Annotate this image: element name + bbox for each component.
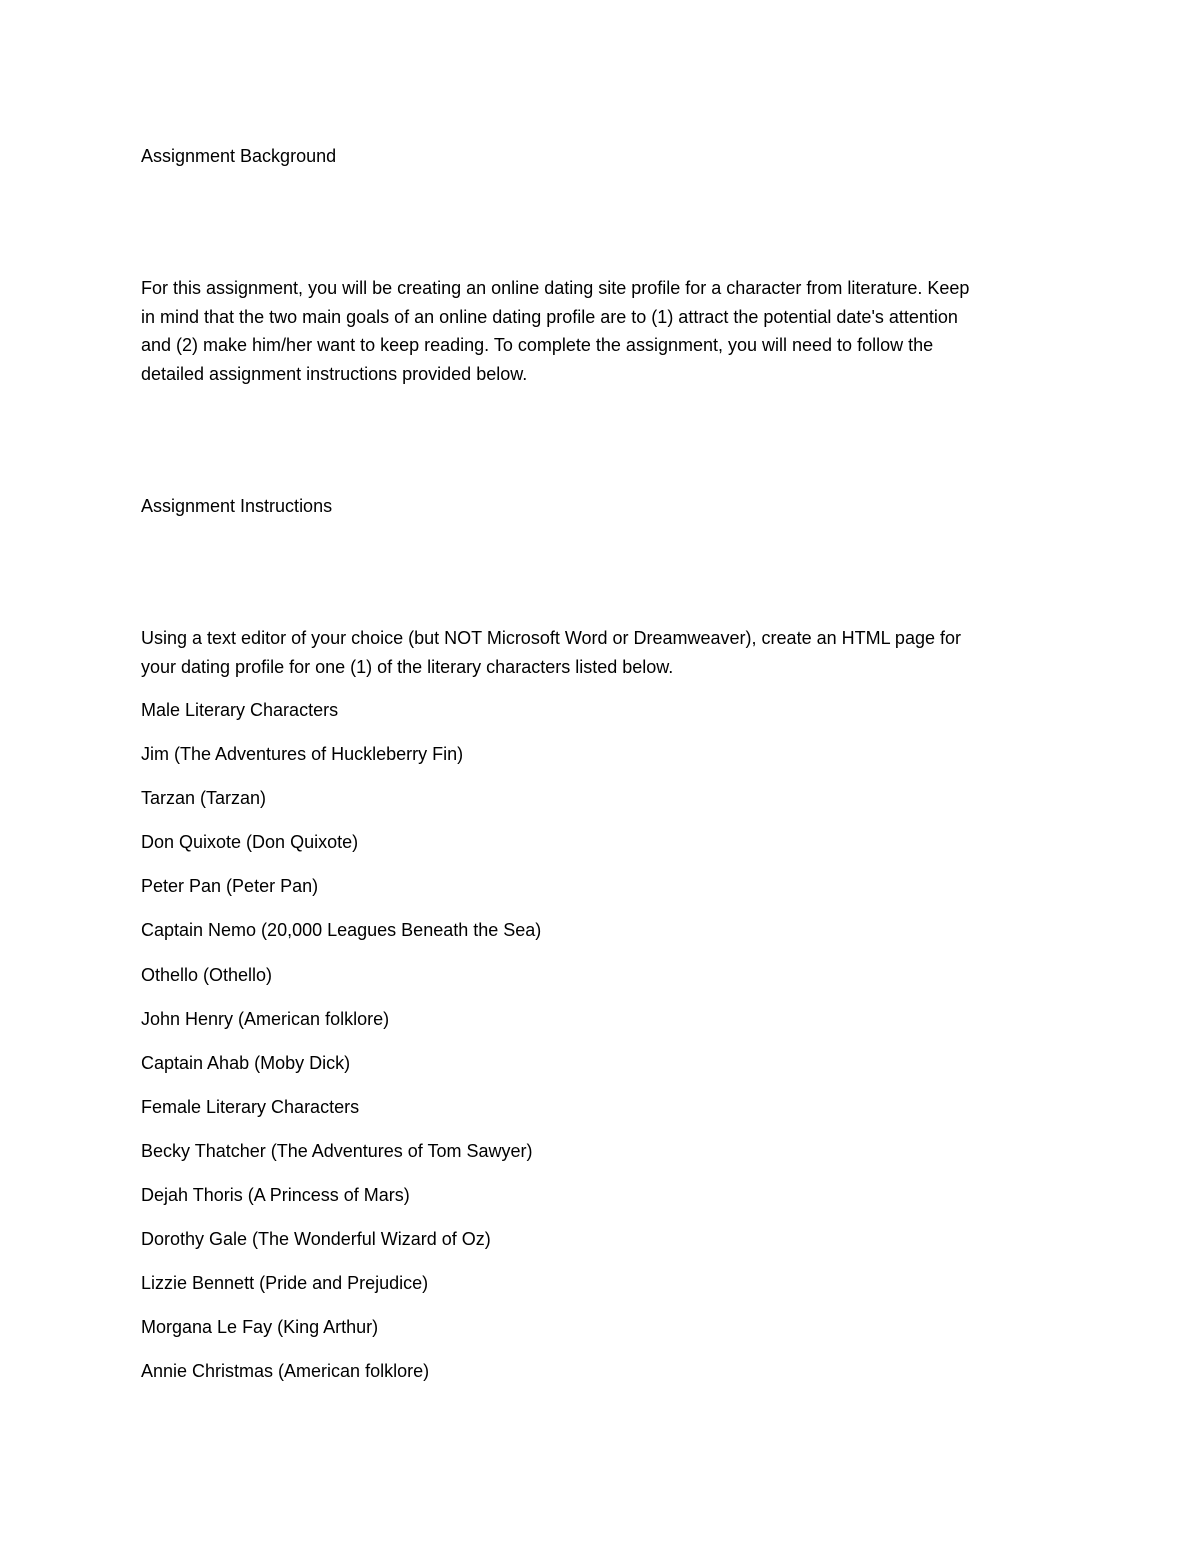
instructions-heading: Assignment Instructions — [141, 496, 333, 516]
list-item: Othello (Othello) — [141, 964, 273, 985]
list-item: Morgana Le Fay (King Arthur) — [141, 1317, 379, 1338]
list-item: Annie Christmas (American folklore) — [141, 1361, 430, 1382]
background-line: detailed assignment instructions provided below. — [141, 363, 528, 384]
list-item: John Henry (American folklore) — [141, 1008, 390, 1029]
list-item: Jim (The Adventures of Huckleberry Fin) — [141, 744, 464, 765]
list-item: Dejah Thoris (A Princess of Mars) — [141, 1185, 410, 1206]
background-heading: Assignment Background — [141, 146, 337, 166]
list-item: Becky Thatcher (The Adventures of Tom Sawyer) — [141, 1140, 533, 1161]
background-line: and (2) make him/her want to keep reading. To complete the assignment, you will need to follow the — [141, 335, 934, 356]
background-paragraph — [141, 274, 1081, 388]
background-line: in mind that the two main goals of an online dating profile are to (1) attract the potential date's attention — [141, 306, 958, 327]
character-list — [141, 696, 541, 1402]
list-subheading-male: Male Literary Characters — [141, 700, 339, 720]
background-line: For this assignment, you will be creating an online dating site profile for a character from literature. Keep — [141, 278, 970, 298]
list-item: Captain Nemo (20,000 Leagues Beneath the Sea) — [141, 920, 542, 941]
list-item: Peter Pan (Peter Pan) — [141, 876, 319, 897]
list-item: Don Quixote (Don Quixote) — [141, 832, 359, 853]
list-item: Dorothy Gale (The Wonderful Wizard of Oz) — [141, 1229, 491, 1250]
list-item: Lizzie Bennett (Pride and Prejudice) — [141, 1273, 429, 1294]
instructions-paragraph — [141, 624, 1081, 681]
instructions-line: Using a text editor of your choice (but NOT Microsoft Word or Dreamweaver), create an HTML page for — [141, 628, 961, 648]
list-item: Captain Ahab (Moby Dick) — [141, 1052, 351, 1073]
instructions-line: your dating profile for one (1) of the literary characters listed below. — [141, 656, 674, 677]
list-item: Tarzan (Tarzan) — [141, 788, 267, 809]
list-subheading-female: Female Literary Characters — [141, 1096, 360, 1117]
